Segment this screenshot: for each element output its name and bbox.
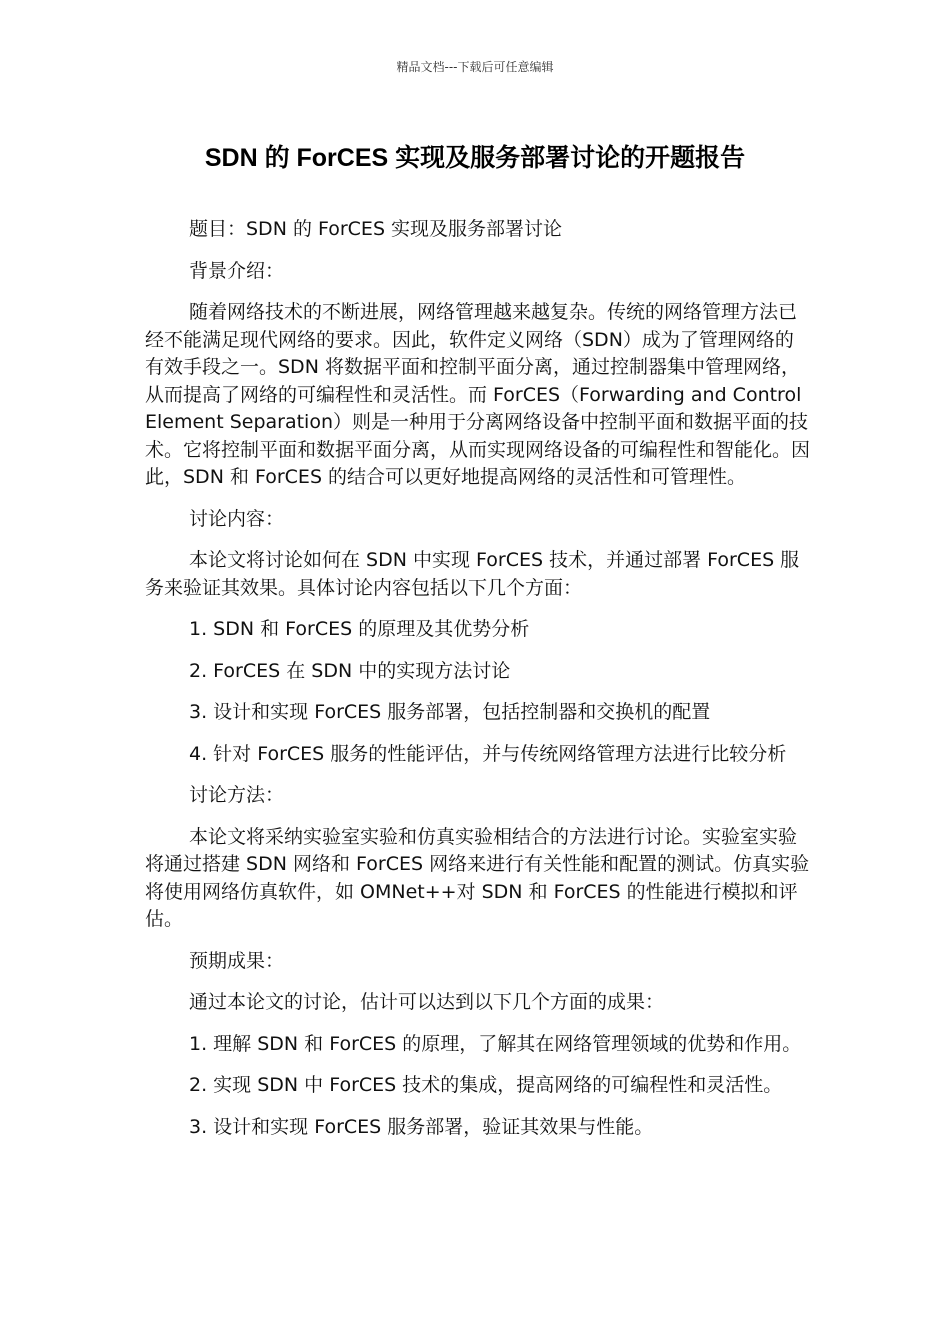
page-header: 精品文档---下载后可任意编辑 — [396, 60, 554, 74]
topic-line: 题目：SDN 的 ForCES 实现及服务部署讨论 — [189, 218, 563, 240]
content-list-item: 3. 设计和实现 ForCES 服务部署，包括控制器和交换机的配置 — [189, 701, 711, 723]
section-heading-content: 讨论内容： — [189, 507, 285, 530]
method-paragraph: 本论文将采纳实验室实验和仿真实验相结合的方法进行讨论。实验室实验将通过搭建 SDN 网络和 ForCES 网络来进行有关性能和配置的测试。仿真实验将使用网络仿真软件，如 OMNet++对 SDN 和 ForCES 的性能进行模拟和评估。 — [145, 825, 810, 930]
document-body — [145, 216, 810, 1155]
outcome-list-item: 3. 设计和实现 ForCES 服务部署，验证其效果与性能。 — [189, 1115, 654, 1138]
content-list-item: 4. 针对 ForCES 服务的性能评估，并与传统网络管理方法进行比较分析 — [189, 742, 787, 765]
content-paragraph: 本论文将讨论如何在 SDN 中实现 ForCES 技术，并通过部署 ForCES 服务来验证其效果。具体讨论内容包括以下几个方面： — [145, 549, 800, 599]
content-list-item: 1. SDN 和 ForCES 的原理及其优势分析 — [189, 618, 530, 640]
outcomes-intro: 通过本论文的讨论，估计可以达到以下几个方面的成果： — [189, 991, 665, 1013]
page-title: SDN 的 ForCES 实现及服务部署讨论的开题报告 — [204, 144, 746, 172]
outcome-list-item: 2. 实现 SDN 中 ForCES 技术的集成，提高网络的可编程性和灵活性。 — [189, 1074, 783, 1096]
content-list-item: 2. ForCES 在 SDN 中的实现方法讨论 — [189, 659, 511, 682]
section-heading-method: 讨论方法： — [189, 784, 285, 806]
section-heading-outcomes: 预期成果： — [189, 949, 285, 972]
section-heading-background: 背景介绍： — [189, 259, 285, 282]
outcome-list-item: 1. 理解 SDN 和 ForCES 的原理，了解其在网络管理领域的优势和作用。 — [189, 1032, 802, 1055]
background-paragraph: 随着网络技术的不断进展，网络管理越来越复杂。传统的网络管理方法已经不能满足现代网络的要求。因此，软件定义网络（SDN）成为了管理网络的有效手段之一。SDN 将数据平面和控制平面分离，通过控制器集中管理网络，从而提高了网络的可编程性和灵活性。而 ForCES（Forwarding and Control Element Separation）则是一种用于分离网络设备中控制平面和数据平面的技术。它将控制平面和数据平面分离，从而实现网络设备的可编程性和智能化。因此，SDN 和 ForCES 的结合可以更好地提高网络的灵活性和可管理性。 — [145, 301, 811, 488]
